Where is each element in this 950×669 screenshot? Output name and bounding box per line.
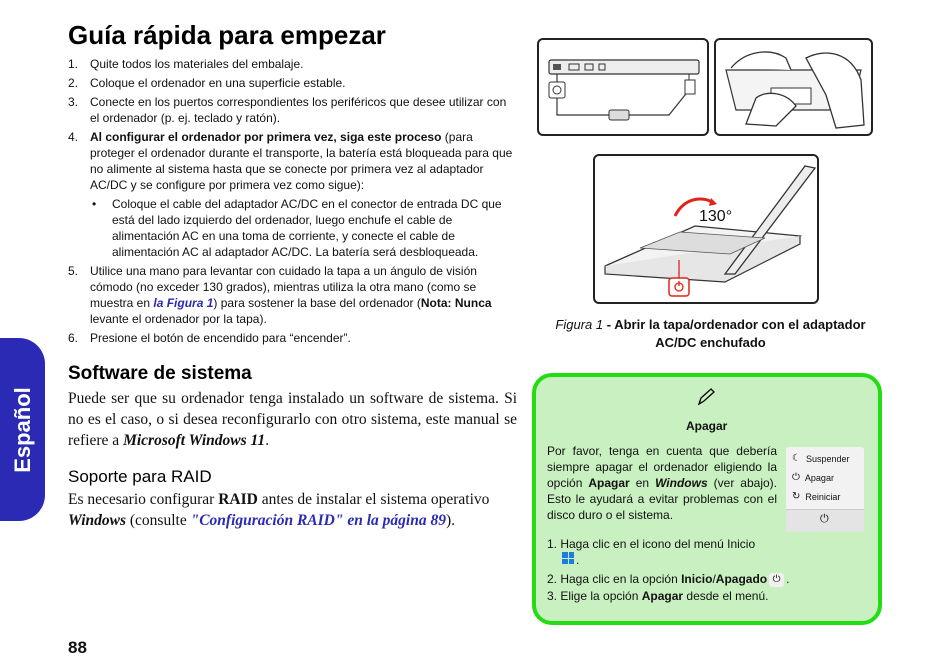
hands-lid-illustration (714, 38, 873, 136)
step-item (68, 263, 518, 327)
menu-footer (786, 509, 864, 532)
step-number: 1. (68, 57, 79, 71)
raid-text-end: ). (445, 512, 455, 529)
note-bold-italic: Windows (655, 476, 708, 490)
menu-item-suspend[interactable] (792, 453, 850, 464)
software-os-name: Microsoft Windows 11 (123, 432, 266, 449)
note-step-end: . (576, 553, 580, 567)
menu-item-shutdown[interactable] (792, 472, 834, 483)
page-title: Guía rápida para empezar (68, 20, 386, 50)
step-text: (para proteger el ordenador durante el transporte, la batería está bloqueada para que no alimente al sistema hasta que se conecte por primera vez al adaptador AC/DC y se configure por primera vez como sigue): (90, 130, 513, 192)
note-step-3 (547, 588, 867, 604)
step-item (68, 75, 518, 91)
raid-text: antes de instalar el sistema operativo (257, 491, 490, 508)
step-bold-text: Al configurar el ordenador por primera vez, siga este proceso (90, 130, 442, 144)
menu-item-label: Reiniciar (805, 491, 841, 502)
step-text: Quite todos los materiales del embalaje. (90, 57, 304, 71)
note-paragraph (547, 443, 777, 523)
language-tab (0, 338, 45, 521)
software-paragraph (68, 388, 517, 451)
step-item (68, 129, 518, 260)
power-button-icon[interactable]: ⏻ (820, 513, 829, 525)
step-text: Utilice una mano para levantar con cuidado la tapa a un ángulo de visión cómodo (no exceder 130 grados), mientras utiliza la otra mano (como se muestra en (90, 264, 477, 310)
note-step-text: 1. Haga clic en el icono del menú Inicio (547, 537, 756, 551)
moon-icon: ☾ (792, 453, 801, 464)
menu-item-restart[interactable] (792, 491, 840, 502)
page-number: 88 (68, 638, 87, 657)
note-step-text: 2. Haga clic en la opción (547, 572, 682, 586)
step-subitem-text: Coloque el cable del adaptador AC/DC en el conector de entrada DC que está del lado izquierdo del ordenador, luego enchufe el cable de alimentación AC en una toma de corriente, y conecte el cable de alimentación AC al adaptador AC/DC. La batería será desbloqueada. (112, 197, 502, 259)
step-number: 5. (68, 264, 79, 278)
laptop-open-illustration (593, 154, 819, 304)
software-heading: Software de sistema (68, 363, 252, 384)
note-bold: Apagar (588, 476, 630, 490)
software-text-end: . (265, 432, 270, 449)
restart-icon: ↻ (792, 491, 801, 502)
power-icon: ⏻ (792, 472, 800, 483)
raid-os-name: Windows (68, 512, 127, 529)
note-step-2 (547, 571, 867, 587)
step-item (68, 330, 518, 346)
note-bold: Apagado (715, 572, 768, 586)
raid-bold: RAID (218, 491, 258, 508)
figure-caption (548, 316, 873, 352)
step-number: 6. (68, 331, 79, 345)
raid-text: (consulte (126, 512, 191, 529)
step-subitem (90, 196, 518, 260)
note-text: Por favor, tenga en cuenta que debería siempre apagar el ordenador eligiendo la opción (547, 444, 777, 490)
angle-label: 130° (699, 208, 733, 225)
note-step-text: / (712, 572, 716, 586)
hands-lid-drawing (716, 40, 871, 134)
figure-caption-text: - Abrir la tapa/ordenador con el adaptador AC/DC enchufado (603, 317, 866, 350)
step-number: 2. (68, 76, 79, 90)
language-tab-label: Español (9, 386, 35, 473)
step-text: Coloque el ordenador en una superficie estable. (90, 76, 346, 90)
note-step-text: desde el menú. (683, 589, 769, 603)
step-bold-text: Nota: Nunca (420, 296, 492, 310)
shutdown-note-box (532, 373, 882, 625)
note-text: (ver abajo). Esto le ayudará a evitar problemas con el disco duro o el sistema. (547, 476, 778, 522)
software-text: Puede ser que su ordenador tenga instalado un software de sistema. Si no es el caso, o si desea reconfigurarlo con otro sistema, este manual se refiere a (68, 390, 517, 449)
note-text: en (629, 476, 656, 490)
step-text: ) para sostener la base del ordenador ( (213, 296, 421, 310)
step-text: Presione el botón de encendido para “encender”. (90, 331, 351, 345)
raid-config-link[interactable]: "Configuración RAID" en la página 89 (190, 512, 446, 529)
note-step-text: 3. Elige la opción (547, 589, 642, 603)
raid-text: Es necesario configurar (68, 491, 219, 508)
pencil-icon (696, 387, 716, 412)
power-icon[interactable]: ⏻ (769, 573, 784, 587)
note-title: Apagar (686, 419, 728, 433)
note-step-end: . (786, 572, 790, 586)
step-text: levante el ordenador por la tapa). (90, 312, 267, 326)
figure-caption-label: Figura 1 (555, 317, 604, 332)
raid-paragraph (68, 489, 517, 531)
power-menu (786, 447, 864, 531)
quick-start-steps (68, 56, 518, 349)
step-number: 3. (68, 95, 79, 109)
step-item (68, 56, 518, 72)
windows-start-icon[interactable] (562, 552, 574, 564)
note-bold: Inicio (681, 572, 713, 586)
dc-cable-illustration (537, 38, 709, 136)
laptop-drawing (595, 156, 817, 302)
note-step-1 (547, 536, 857, 552)
step-text: Conecte en los puertos correspondientes los periféricos que desee utilizar con el ordenador (p. ej. teclado y ratón). (90, 95, 507, 125)
step-item (68, 94, 518, 126)
raid-heading: Soporte para RAID (68, 467, 212, 486)
menu-item-label: Suspender (805, 453, 850, 464)
dc-cable-drawing (539, 40, 707, 134)
step-number: 4. (68, 130, 79, 144)
bullet-icon: • (92, 197, 97, 211)
note-bold: Apagar (641, 589, 684, 603)
menu-item-label: Apagar (804, 472, 834, 483)
figure-link[interactable]: la Figura 1 (153, 296, 214, 310)
